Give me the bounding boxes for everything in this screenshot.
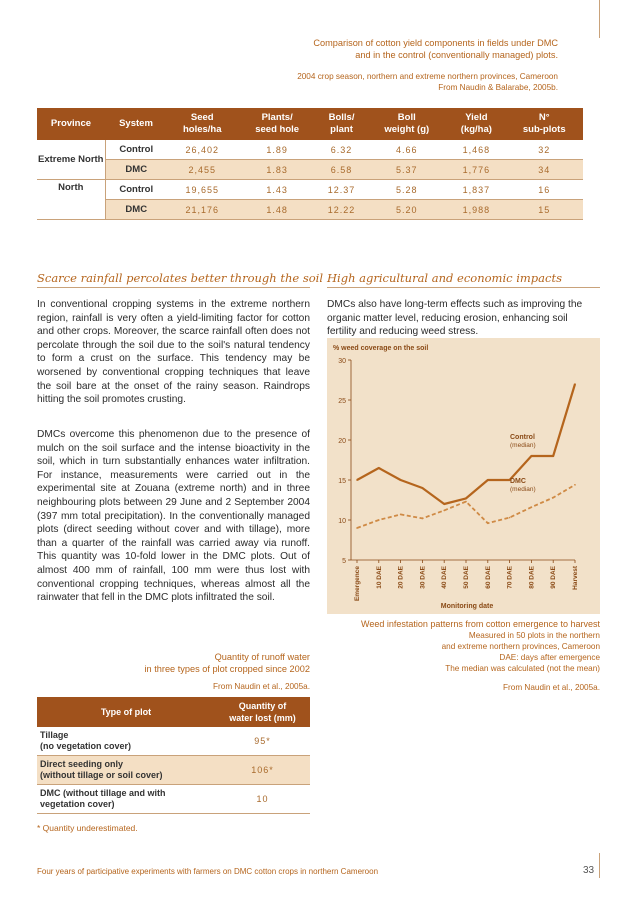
plot-type-cell: Tillage (no vegetation cover) <box>37 727 215 756</box>
legend-sublabel: (median) <box>510 442 536 450</box>
legend-label: Control <box>510 434 535 442</box>
data-point-dmc <box>356 527 358 529</box>
y-tick-label: 15 <box>338 478 346 485</box>
value-cell: 1,988 <box>447 200 505 220</box>
data-point-dmc <box>400 514 402 516</box>
margin-rule <box>599 0 600 38</box>
section-divider <box>37 287 310 288</box>
column-header: Yield (kg/ha) <box>447 108 505 140</box>
data-point-control <box>574 383 576 385</box>
footer-rule <box>599 853 600 878</box>
data-point-control <box>531 455 533 457</box>
data-point-control <box>356 479 358 481</box>
value-cell: 1,837 <box>447 180 505 200</box>
system-cell: Control <box>105 140 167 160</box>
caption-line: and extreme northern provinces, Cameroon <box>441 642 600 651</box>
section-heading-rainfall: Scarce rainfall percolates better through the soil <box>37 271 324 285</box>
section-divider <box>327 287 600 288</box>
x-tick-label: 50 DAE <box>463 566 470 589</box>
x-tick-label: 30 DAE <box>419 566 427 589</box>
yield-table-subcaption <box>138 71 558 93</box>
data-point-dmc <box>487 522 489 524</box>
plot-type-cell: DMC (without tillage and with vegetation cover) <box>37 785 215 814</box>
caption-source: From Naudin et al., 2005a. <box>213 682 310 691</box>
paragraph: DMCs also have long-term effects such as improving the organic matter level, reducing erosion, enhancing soil fertility and reducing weed stress. <box>327 299 583 338</box>
value-cell: 34 <box>505 160 583 180</box>
runoff-table <box>37 697 310 814</box>
data-point-control <box>465 498 467 500</box>
table-row <box>37 756 310 785</box>
table-header-row <box>37 697 310 727</box>
value-cell: 19,655 <box>167 180 238 200</box>
column-header: Boll weight (g) <box>366 108 447 140</box>
paragraph: In conventional cropping systems in the extreme northern region, rainfall is very often a yield-limiting factor for cotton and other crops. Moreover, the scarce rainfall often does not percolate through the soil due to the soil's natural tendency to form a crust on the surface. This tendency may be worsened by conventional cropping techniques that leave the soil bare at the onset of the rainy season. Raindrops hitting the soil promotes crusting. <box>37 299 310 406</box>
data-point-dmc <box>422 518 424 520</box>
footnote: * Quantity underestimated. <box>37 823 138 833</box>
value-cell: 4.66 <box>366 140 447 160</box>
section-heading-impacts: High agricultural and economic impacts <box>327 271 562 285</box>
system-cell: DMC <box>105 160 167 180</box>
y-tick-label: 30 <box>338 358 346 365</box>
value-cell: 5.28 <box>366 180 447 200</box>
value-cell: 2,455 <box>167 160 238 180</box>
value-cell: 6.32 <box>317 140 367 160</box>
table-row <box>37 200 583 220</box>
column-header: Plants/ seed hole <box>238 108 317 140</box>
caption-line: Comparison of cotton yield components in fields under DMC <box>313 38 558 48</box>
table-row <box>37 160 583 180</box>
value-cell: 12.22 <box>317 200 367 220</box>
x-tick-label: 10 DAE <box>375 566 383 589</box>
chart-caption <box>327 618 600 693</box>
x-tick-label: 90 DAE <box>550 566 558 589</box>
value-cell: 6.58 <box>317 160 367 180</box>
y-axis-label: % weed coverage on the soil <box>333 345 429 352</box>
table-row <box>37 140 583 160</box>
data-point-dmc <box>552 497 554 499</box>
legend-sublabel: (median) <box>510 486 536 494</box>
table-row <box>37 727 310 756</box>
value-cell: 26,402 <box>167 140 238 160</box>
value-cell: 10 <box>215 785 310 814</box>
data-point-dmc <box>509 517 511 519</box>
weed-coverage-chart <box>327 338 600 614</box>
x-tick-label: 60 DAE <box>484 566 492 589</box>
footer-text: Four years of participative experiments with farmers on DMC cotton crops in northern Cameroon <box>37 867 379 876</box>
x-tick-label: 40 DAE <box>441 566 449 589</box>
x-tick-label: 70 DAE <box>506 566 514 589</box>
value-cell: 21,176 <box>167 200 238 220</box>
caption-source: From Naudin et al., 2005a. <box>503 683 600 692</box>
data-point-control <box>422 487 424 489</box>
value-cell: 16 <box>505 180 583 200</box>
caption-line: DAE: days after emergence <box>499 653 600 662</box>
value-cell: 1,468 <box>447 140 505 160</box>
table-row <box>37 785 310 814</box>
province-cell: North <box>37 180 105 220</box>
x-tick-label: Harvest <box>572 566 579 590</box>
data-point-dmc <box>378 519 380 521</box>
caption-line: in three types of plot cropped since 2002 <box>144 664 310 674</box>
y-tick-label: 10 <box>338 518 346 525</box>
y-tick-label: 25 <box>338 398 346 405</box>
data-point-control <box>552 455 554 457</box>
column-header: Bolls/ plant <box>317 108 367 140</box>
table-row <box>37 180 583 200</box>
value-cell: 1.89 <box>238 140 317 160</box>
column-header: Seed holes/ha <box>167 108 238 140</box>
value-cell: 5.20 <box>366 200 447 220</box>
legend-label: DMC <box>510 478 526 486</box>
value-cell: 1,776 <box>447 160 505 180</box>
y-tick-label: 5 <box>342 558 346 565</box>
value-cell: 95* <box>215 727 310 756</box>
column-header: Type of plot <box>37 697 215 727</box>
data-point-dmc <box>531 506 533 508</box>
yield-table-caption <box>138 37 558 61</box>
value-cell: 12.37 <box>317 180 367 200</box>
x-tick-label: 20 DAE <box>397 566 405 589</box>
page-number: 33 <box>583 865 595 876</box>
province-cell: Extreme North <box>37 140 105 180</box>
data-point-dmc <box>574 484 576 486</box>
data-point-dmc <box>465 501 467 503</box>
plot-type-cell: Direct seeding only (without tillage or soil cover) <box>37 756 215 785</box>
value-cell: 1.83 <box>238 160 317 180</box>
data-point-control <box>400 479 402 481</box>
system-cell: DMC <box>105 200 167 220</box>
value-cell: 15 <box>505 200 583 220</box>
value-cell: 5.37 <box>366 160 447 180</box>
caption-line: and in the control (conventionally managed) plots. <box>355 50 558 60</box>
column-header: System <box>105 108 167 140</box>
y-tick-label: 20 <box>338 438 346 445</box>
system-cell: Control <box>105 180 167 200</box>
value-cell: 1.48 <box>238 200 317 220</box>
value-cell: 32 <box>505 140 583 160</box>
paragraph: DMCs overcome this phenomenon due to the presence of mulch on the soil surface and the intense bioactivity in the soil, which in turn substantially enhances water infiltration. For instance, measurements were carried out in the experimental site at Zouana (extreme north) and in three neighbouring plots between 29 June and 2 September 2004 (397 mm total precipitation). In the conventionally managed plots (direct seeding without cover and with tillage), more than a quarter of the rainfall was carried away via runoff. This quantity was 10-fold lower in the DMC plots. Out of almost 400 mm of rainfall, 100 mm were thus lost with conventional cropping techniques, whereas almost all the rainwater that fell in the DMC plots infiltrated the soil. <box>37 429 310 604</box>
caption-title: Weed infestation patterns from cotton emergence to harvest <box>361 619 600 629</box>
caption-line: Measured in 50 plots in the northern <box>468 631 600 640</box>
x-tick-label: Emergence <box>354 566 361 602</box>
value-cell: 1.43 <box>238 180 317 200</box>
column-header: Quantity of water lost (mm) <box>215 697 310 727</box>
x-tick-label: 80 DAE <box>528 566 536 589</box>
caption-source: From Naudin & Balarabe, 2005b. <box>438 83 558 92</box>
data-point-control <box>487 479 489 481</box>
data-point-control <box>378 467 380 469</box>
data-point-control <box>443 503 445 505</box>
table-header-row <box>37 108 583 140</box>
x-axis-label: Monitoring date <box>440 603 494 610</box>
runoff-table-caption <box>37 651 310 692</box>
value-cell: 106* <box>215 756 310 785</box>
caption-line: 2004 crop season, northern and extreme northern provinces, Cameroon <box>297 72 558 81</box>
column-header: Province <box>37 108 105 140</box>
data-point-dmc <box>443 510 445 512</box>
caption-line: Quantity of runoff water <box>214 652 310 662</box>
yield-table <box>37 108 583 220</box>
caption-line: The median was calculated (not the mean) <box>445 664 600 673</box>
column-header: N° sub-plots <box>505 108 583 140</box>
